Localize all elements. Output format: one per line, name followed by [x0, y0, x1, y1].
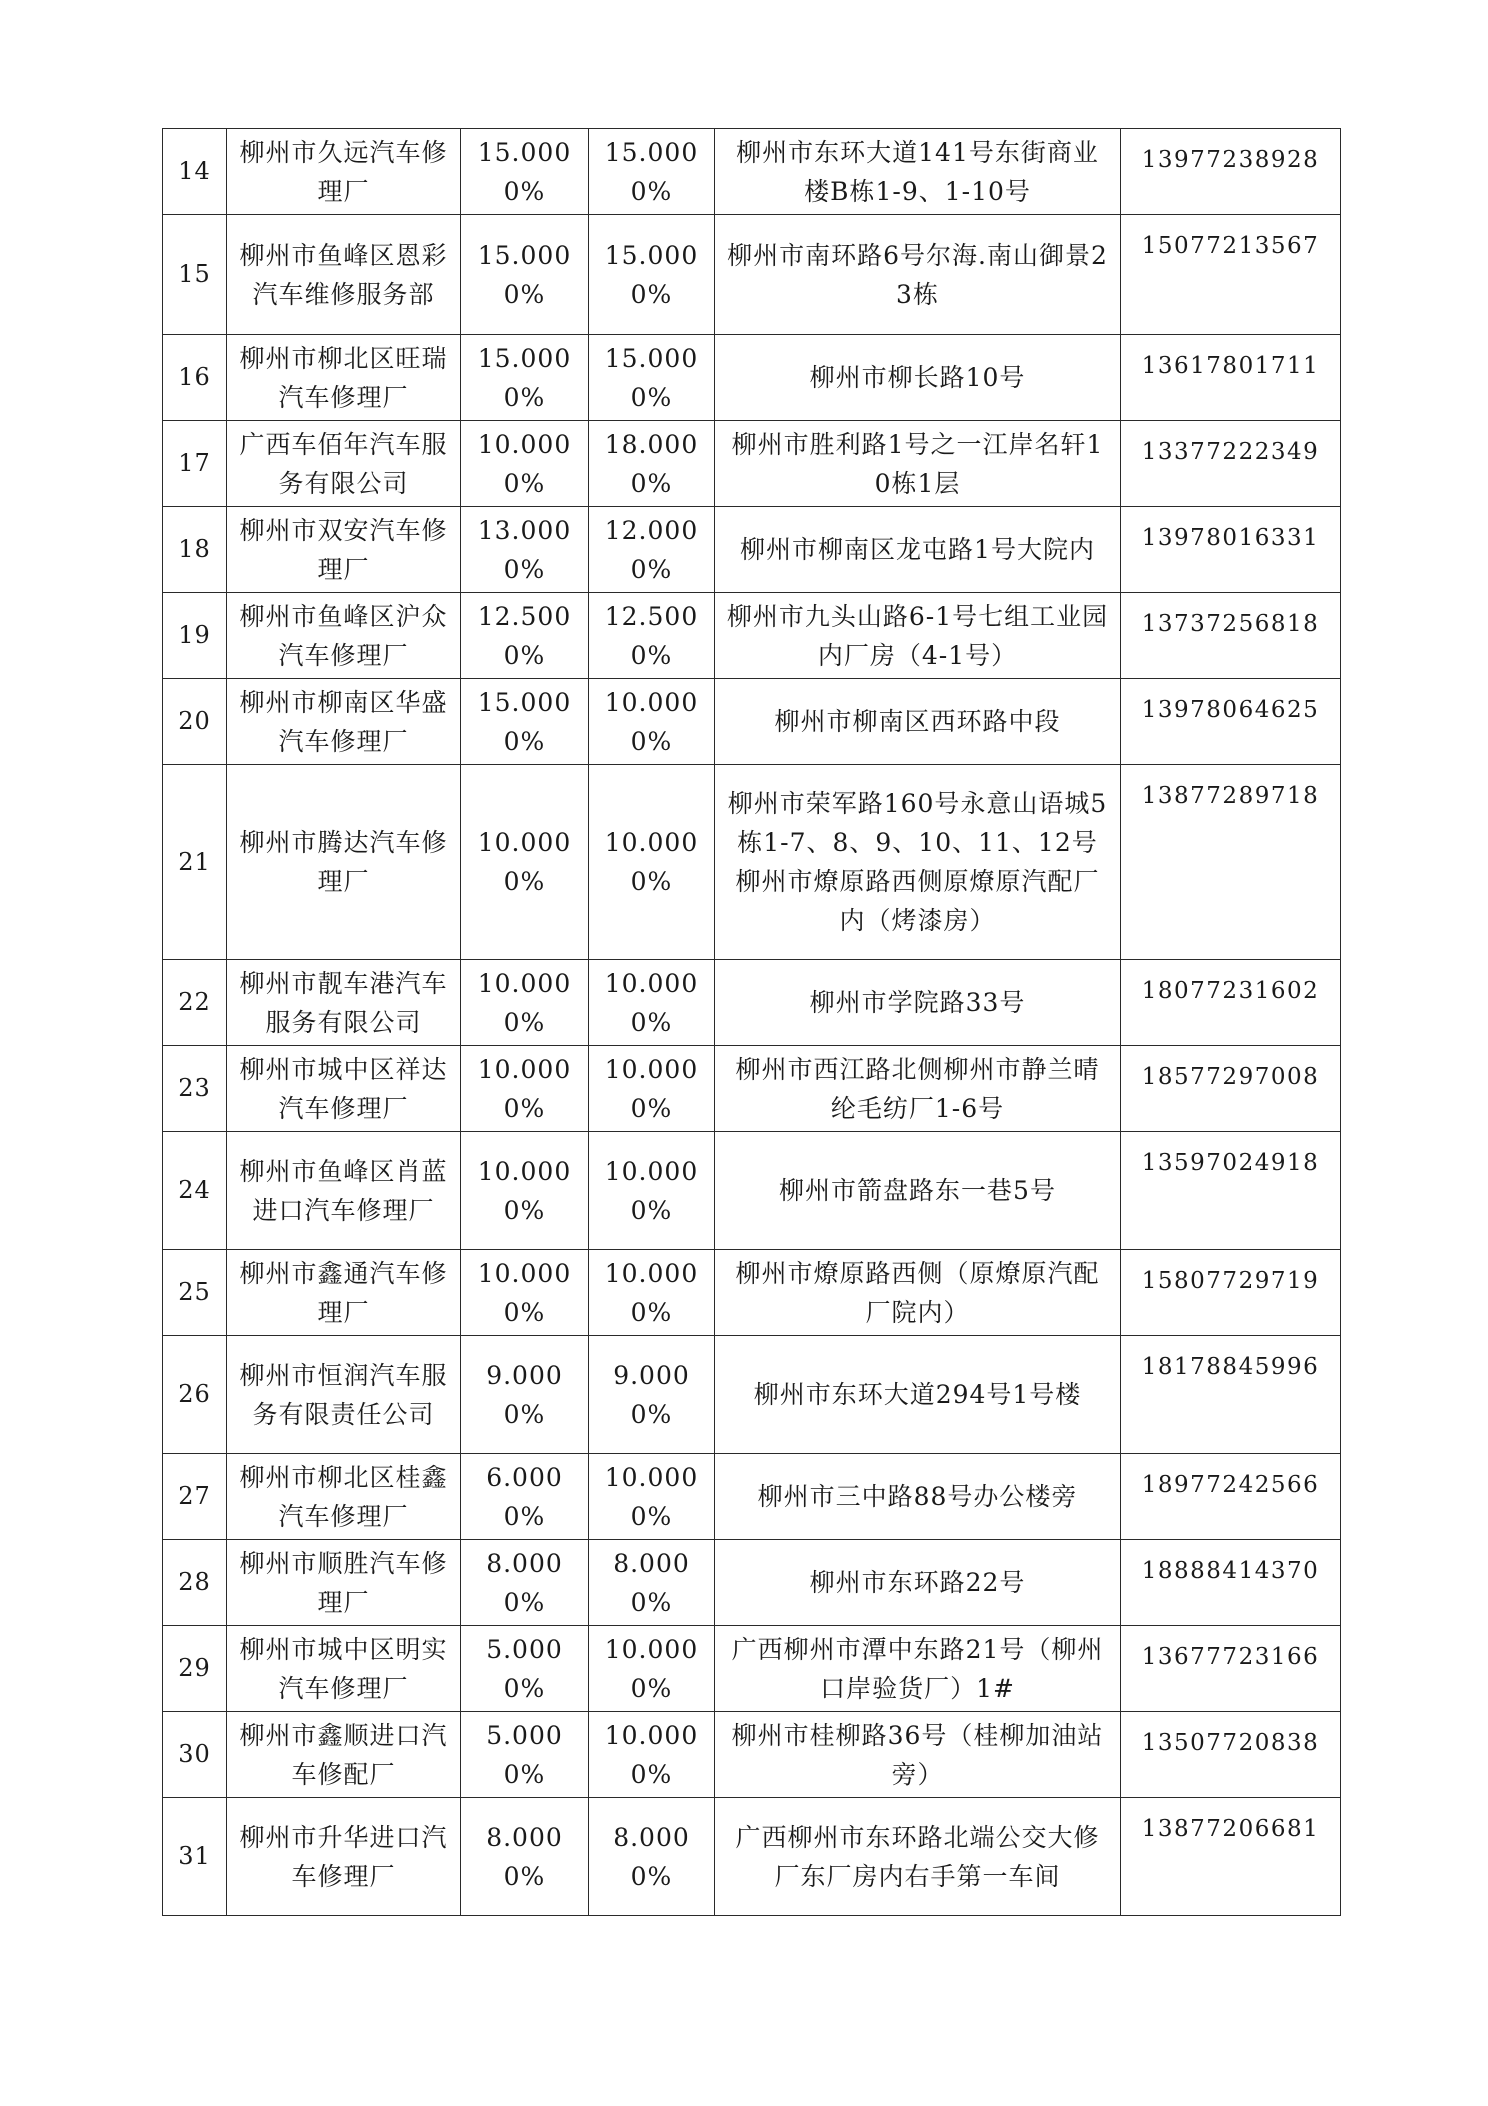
phone-number: 13737256818 — [1121, 593, 1341, 679]
address: 柳州市燎原路西侧（原燎原汽配厂院内） — [715, 1250, 1121, 1336]
rate-1: 8.0000% — [461, 1798, 589, 1916]
rate-1: 10.0000% — [461, 421, 589, 507]
address: 柳州市柳南区龙屯路1号大院内 — [715, 507, 1121, 593]
table-row — [163, 421, 1341, 507]
table-row — [163, 129, 1341, 215]
company-name: 柳州市顺胜汽车修理厂 — [227, 1540, 461, 1626]
phone-number: 18577297008 — [1121, 1046, 1341, 1132]
rate-1: 5.0000% — [461, 1626, 589, 1712]
row-number: 29 — [163, 1626, 227, 1712]
rate-1: 15.0000% — [461, 679, 589, 765]
row-number: 14 — [163, 129, 227, 215]
row-number: 27 — [163, 1454, 227, 1540]
address-text: 柳州市荣军路160号永意山语城5栋1-7、8、9、10、11、12号 柳州市燎原路西侧原燎原汽配厂内（烤漆房） — [727, 789, 1108, 935]
address: 柳州市箭盘路东一巷5号 — [715, 1132, 1121, 1250]
row-number: 28 — [163, 1540, 227, 1626]
rate-2: 10.0000% — [589, 960, 715, 1046]
phone-number: 13617801711 — [1121, 335, 1341, 421]
address: 柳州市东环大道141号东街商业楼B栋1-9、1-10号 — [715, 129, 1121, 215]
rate-2: 9.0000% — [589, 1336, 715, 1454]
phone-number: 13978016331 — [1121, 507, 1341, 593]
row-number: 22 — [163, 960, 227, 1046]
rate-2: 8.0000% — [589, 1798, 715, 1916]
company-name: 柳州市柳北区桂鑫汽车修理厂 — [227, 1454, 461, 1540]
table-row — [163, 1336, 1341, 1454]
table-row — [163, 1798, 1341, 1916]
company-name: 柳州市久远汽车修理厂 — [227, 129, 461, 215]
table-row — [163, 1454, 1341, 1540]
phone-number: 13877206681 — [1121, 1798, 1341, 1916]
table-row — [163, 215, 1341, 335]
rate-2: 10.0000% — [589, 1626, 715, 1712]
company-name: 柳州市腾达汽车修理厂 — [227, 765, 461, 960]
address: 柳州市西江路北侧柳州市静兰晴纶毛纺厂1-6号 — [715, 1046, 1121, 1132]
phone-number: 13597024918 — [1121, 1132, 1341, 1250]
table-row — [163, 765, 1341, 960]
company-name: 柳州市鑫通汽车修理厂 — [227, 1250, 461, 1336]
rate-1: 8.0000% — [461, 1540, 589, 1626]
rate-1: 15.0000% — [461, 335, 589, 421]
address — [715, 765, 1121, 960]
rate-1: 10.0000% — [461, 1132, 589, 1250]
phone-number: 13977238928 — [1121, 129, 1341, 215]
row-number: 17 — [163, 421, 227, 507]
row-number: 24 — [163, 1132, 227, 1250]
table-row — [163, 1626, 1341, 1712]
phone-number: 13507720838 — [1121, 1712, 1341, 1798]
table-row — [163, 960, 1341, 1046]
table-row — [163, 1132, 1341, 1250]
repair-shop-table — [162, 128, 1341, 1916]
address: 柳州市东环大道294号1号楼 — [715, 1336, 1121, 1454]
row-number: 26 — [163, 1336, 227, 1454]
rate-1: 10.0000% — [461, 1046, 589, 1132]
rate-2: 8.0000% — [589, 1540, 715, 1626]
table-row — [163, 593, 1341, 679]
table-row — [163, 1540, 1341, 1626]
address: 柳州市柳南区西环路中段 — [715, 679, 1121, 765]
company-name: 柳州市鑫顺进口汽车修配厂 — [227, 1712, 461, 1798]
address: 柳州市九头山路6-1号七组工业园内厂房（4-1号） — [715, 593, 1121, 679]
company-name: 柳州市城中区祥达汽车修理厂 — [227, 1046, 461, 1132]
rate-2: 15.0000% — [589, 215, 715, 335]
address: 广西柳州市潭中东路21号（柳州口岸验货厂）1# — [715, 1626, 1121, 1712]
address: 柳州市学院路33号 — [715, 960, 1121, 1046]
company-name: 柳州市城中区明实汽车修理厂 — [227, 1626, 461, 1712]
rate-2: 10.0000% — [589, 1712, 715, 1798]
phone-number: 18888414370 — [1121, 1540, 1341, 1626]
table-row — [163, 507, 1341, 593]
company-name: 柳州市靓车港汽车服务有限公司 — [227, 960, 461, 1046]
address: 柳州市胜利路1号之一江岸名轩10栋1层 — [715, 421, 1121, 507]
row-number: 18 — [163, 507, 227, 593]
rate-1: 15.0000% — [461, 215, 589, 335]
phone-number: 13677723166 — [1121, 1626, 1341, 1712]
row-number: 31 — [163, 1798, 227, 1916]
phone-number: 13377222349 — [1121, 421, 1341, 507]
rate-1: 5.0000% — [461, 1712, 589, 1798]
row-number: 16 — [163, 335, 227, 421]
row-number: 21 — [163, 765, 227, 960]
company-name: 柳州市柳北区旺瑞汽车修理厂 — [227, 335, 461, 421]
rate-2: 10.0000% — [589, 765, 715, 960]
address: 柳州市柳长路10号 — [715, 335, 1121, 421]
row-number: 23 — [163, 1046, 227, 1132]
company-name: 柳州市柳南区华盛汽车修理厂 — [227, 679, 461, 765]
phone-number: 18977242566 — [1121, 1454, 1341, 1540]
rate-1: 12.5000% — [461, 593, 589, 679]
phone-number: 18178845996 — [1121, 1336, 1341, 1454]
company-name: 柳州市鱼峰区沪众汽车修理厂 — [227, 593, 461, 679]
company-name: 柳州市双安汽车修理厂 — [227, 507, 461, 593]
row-number: 15 — [163, 215, 227, 335]
row-number: 25 — [163, 1250, 227, 1336]
row-number: 30 — [163, 1712, 227, 1798]
row-number: 19 — [163, 593, 227, 679]
rate-2: 10.0000% — [589, 1454, 715, 1540]
phone-number: 13978064625 — [1121, 679, 1341, 765]
rate-2: 18.0000% — [589, 421, 715, 507]
table-row — [163, 1712, 1341, 1798]
address: 柳州市南环路6号尔海.南山御景23栋 — [715, 215, 1121, 335]
company-name: 柳州市恒润汽车服务有限责任公司 — [227, 1336, 461, 1454]
rate-1: 6.0000% — [461, 1454, 589, 1540]
rate-1: 10.0000% — [461, 960, 589, 1046]
rate-2: 10.0000% — [589, 1250, 715, 1336]
address: 广西柳州市东环路北端公交大修厂东厂房内右手第一车间 — [715, 1798, 1121, 1916]
row-number: 20 — [163, 679, 227, 765]
phone-number: 13877289718 — [1121, 765, 1341, 960]
rate-1: 10.0000% — [461, 1250, 589, 1336]
company-name: 柳州市鱼峰区恩彩汽车维修服务部 — [227, 215, 461, 335]
table-row — [163, 679, 1341, 765]
rate-2: 12.0000% — [589, 507, 715, 593]
rate-2: 10.0000% — [589, 1046, 715, 1132]
table-row — [163, 1250, 1341, 1336]
rate-2: 10.0000% — [589, 679, 715, 765]
address: 柳州市东环路22号 — [715, 1540, 1121, 1626]
company-name: 广西车佰年汽车服务有限公司 — [227, 421, 461, 507]
phone-number: 15807729719 — [1121, 1250, 1341, 1336]
address: 柳州市桂柳路36号（桂柳加油站旁） — [715, 1712, 1121, 1798]
company-name: 柳州市升华进口汽车修理厂 — [227, 1798, 461, 1916]
rate-2: 10.0000% — [589, 1132, 715, 1250]
rate-2: 15.0000% — [589, 335, 715, 421]
rate-2: 12.5000% — [589, 593, 715, 679]
rate-2: 15.0000% — [589, 129, 715, 215]
rate-1: 15.0000% — [461, 129, 589, 215]
address: 柳州市三中路88号办公楼旁 — [715, 1454, 1121, 1540]
rate-1: 13.0000% — [461, 507, 589, 593]
table-row — [163, 1046, 1341, 1132]
phone-number: 15077213567 — [1121, 215, 1341, 335]
rate-1: 9.0000% — [461, 1336, 589, 1454]
company-name: 柳州市鱼峰区肖蓝进口汽车修理厂 — [227, 1132, 461, 1250]
table-row — [163, 335, 1341, 421]
phone-number: 18077231602 — [1121, 960, 1341, 1046]
rate-1: 10.0000% — [461, 765, 589, 960]
